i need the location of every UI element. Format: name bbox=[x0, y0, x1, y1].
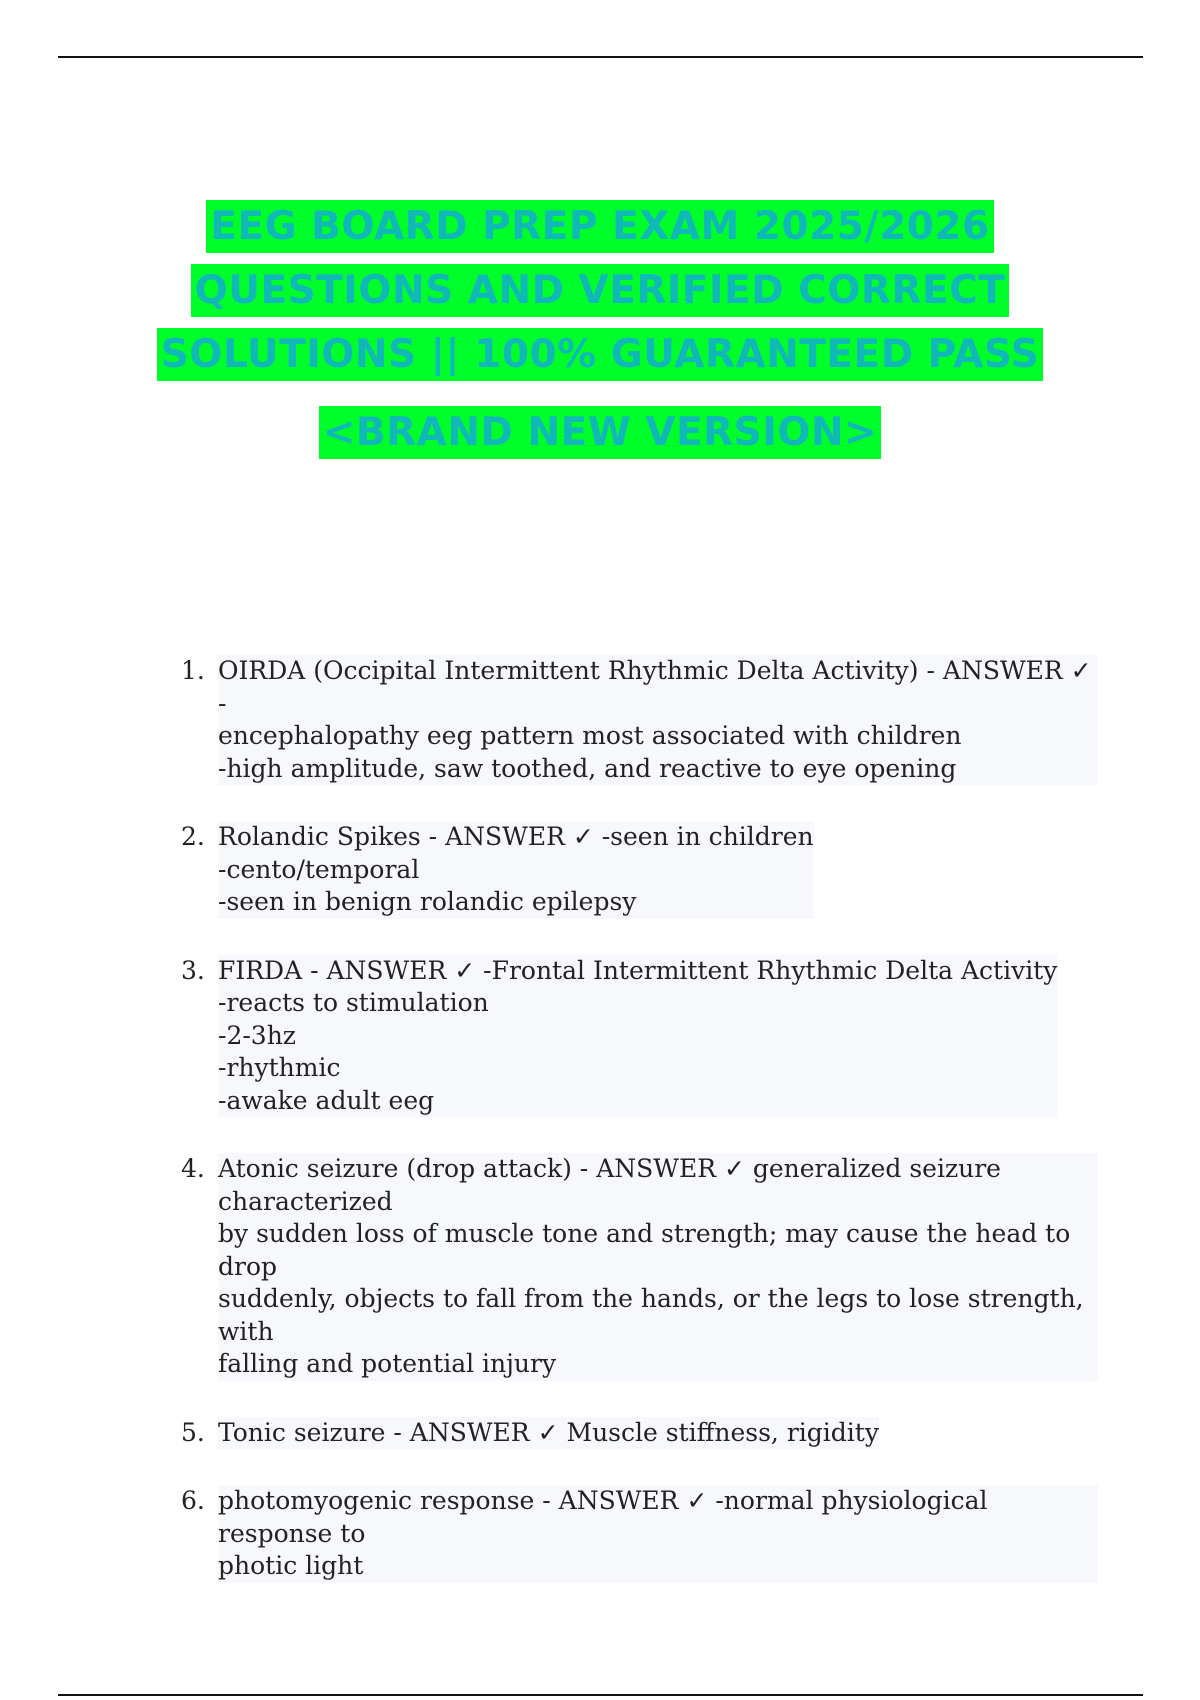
item-line: -2-3hz bbox=[218, 1020, 296, 1050]
item-number: 4. bbox=[181, 1154, 205, 1183]
item-line: -cento/temporal bbox=[218, 854, 420, 884]
item-number: 5. bbox=[181, 1417, 205, 1447]
item-line: OIRDA (Occipital Intermittent Rhythmic Delta Activity) - ANSWER ✓ - bbox=[218, 656, 1092, 718]
title-line-3: SOLUTIONS || 100% GUARANTEED PASS bbox=[0, 323, 1200, 387]
item-line: Atonic seizure (drop attack) - ANSWER ✓ generalized seizure characterized bbox=[218, 1154, 1001, 1216]
item-number: 6. bbox=[181, 1486, 205, 1515]
item-line: FIRDA - ANSWER ✓ -Frontal Intermittent Rhythmic Delta Activity bbox=[218, 955, 1058, 985]
list-item bbox=[181, 1417, 1098, 1450]
item-line: falling and potential injury bbox=[218, 1349, 557, 1378]
item-number: 1. bbox=[181, 656, 205, 685]
item-text bbox=[218, 1153, 1098, 1381]
title-line-2: QUESTIONS AND VERIFIED CORRECT bbox=[0, 259, 1200, 323]
title-line-1: EEG BOARD PREP EXAM 2025/2026 bbox=[0, 195, 1200, 259]
top-rule bbox=[58, 56, 1143, 58]
item-text bbox=[218, 1485, 1098, 1583]
item-number: 2. bbox=[181, 822, 205, 851]
item-line: photomyogenic response - ANSWER ✓ -normal physiological response to bbox=[218, 1486, 988, 1548]
item-line: -seen in benign rolandic epilepsy bbox=[218, 887, 637, 916]
list-item bbox=[181, 1485, 1098, 1583]
item-text bbox=[218, 955, 1057, 1118]
question-answer-list bbox=[0, 655, 1200, 1619]
bottom-rule bbox=[58, 1694, 1143, 1696]
list-item bbox=[181, 821, 1098, 919]
document-title bbox=[0, 195, 1200, 465]
list-item bbox=[181, 955, 1098, 1118]
item-text bbox=[218, 655, 1098, 785]
item-line: suddenly, objects to fall from the hands, or the legs to lose strength, with bbox=[218, 1284, 1084, 1346]
item-line: -awake adult eeg bbox=[218, 1085, 435, 1115]
item-line: -high amplitude, saw toothed, and reactive to eye opening bbox=[218, 753, 957, 783]
item-line: by sudden loss of muscle tone and strength; may cause the head to drop bbox=[218, 1219, 1071, 1281]
item-number: 3. bbox=[181, 955, 205, 985]
item-line: encephalopathy eeg pattern most associated with children bbox=[218, 721, 962, 750]
item-line: -rhythmic bbox=[218, 1053, 341, 1082]
list-item bbox=[181, 655, 1098, 785]
item-line: Tonic seizure - ANSWER ✓ Muscle stiffness, rigidity bbox=[218, 1417, 879, 1447]
item-text bbox=[218, 1417, 879, 1450]
item-line: Rolandic Spikes - ANSWER ✓ -seen in children bbox=[218, 822, 814, 851]
item-line: photic light bbox=[218, 1551, 364, 1580]
item-line: -reacts to stimulation bbox=[218, 988, 489, 1017]
list-item bbox=[181, 1153, 1098, 1381]
item-text bbox=[218, 821, 814, 919]
title-line-version: <BRAND NEW VERSION> bbox=[0, 401, 1200, 465]
